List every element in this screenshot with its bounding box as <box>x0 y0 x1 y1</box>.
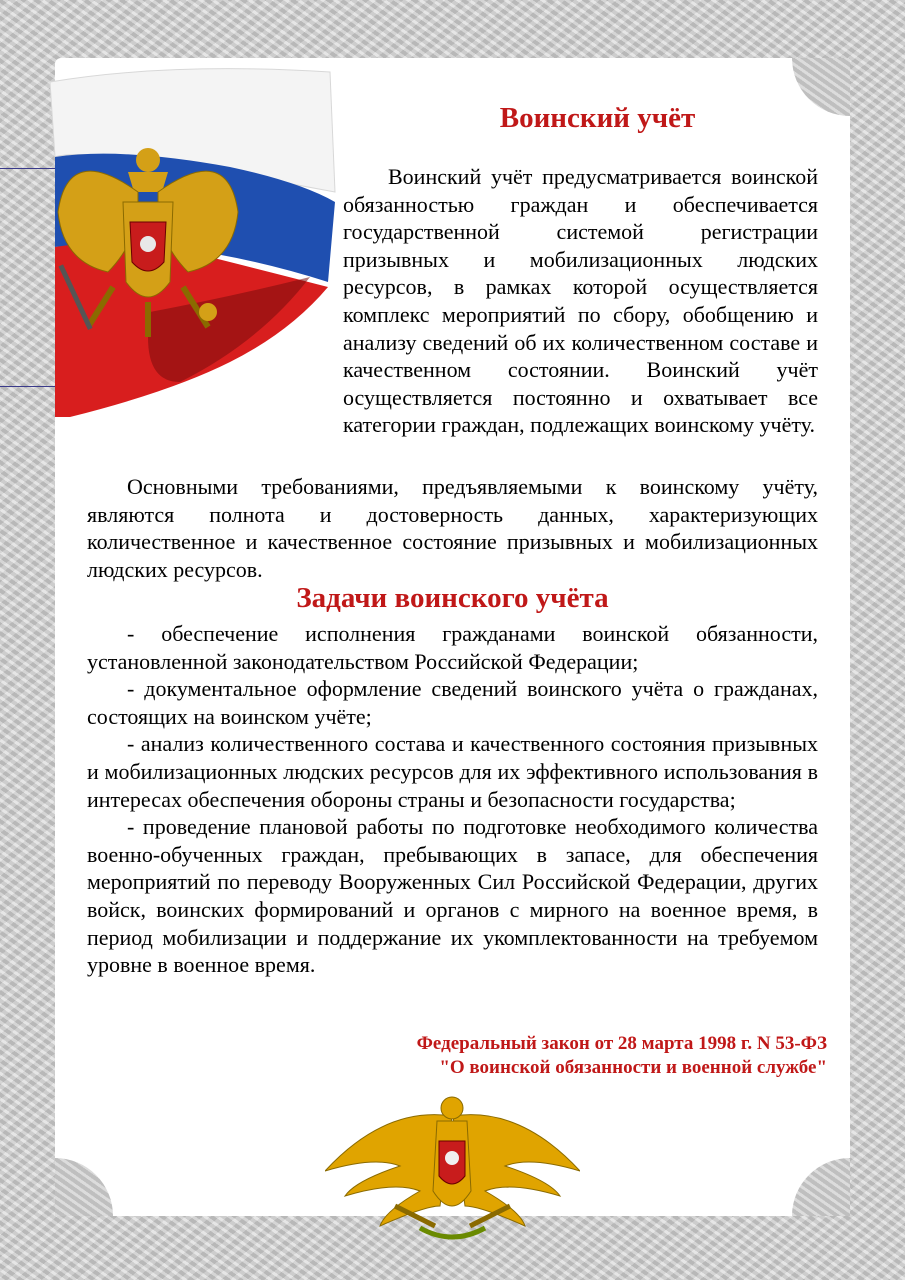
tasks-heading: Задачи воинского учёта <box>296 582 609 614</box>
tasks-list <box>87 620 818 979</box>
list-item: - проведение плановой работы по подготовке необходимого количества военно-обученных граждан, пребывающих в запасе, для обеспечения мероприятий по переводу Вооруженных Сил Российской Федерации, других войск, воинских формирований и органов с мирного на военное время, в период мобилизации и поддержание их укомплектованности на требуемом уровне в военное время. <box>87 814 818 978</box>
requirements-paragraph: Основными требованиями, предъявляемыми к воинскому учёту, являются полнота и достоверность данных, характеризующих количественное и качественное состояние призывных и мобилизационных людских ресурсов. <box>87 474 818 582</box>
law-line-1: Федеральный закон от 28 марта 1998 г. N 53-ФЗ <box>416 1033 827 1054</box>
law-reference <box>300 1032 827 1080</box>
list-item: - документальное оформление сведений воинского учёта о гражданах, состоящих на воинском учёте; <box>87 676 818 729</box>
list-item: - анализ количественного состава и качественного состояния призывных и мобилизационных людских ресурсов для их эффективного использования в интересах обеспечения обороны страны и безопасности государства; <box>87 731 818 812</box>
law-line-2: "О воинской обязанности и военной службе" <box>439 1057 827 1078</box>
page-title: Воинский учёт <box>499 102 696 134</box>
list-item: - обеспечение исполнения гражданами воинской обязанности, установленной законодательством Российской Федерации; <box>87 621 818 674</box>
russian-flag-with-coat-of-arms-icon <box>30 62 340 422</box>
intro-paragraph: Воинский учёт предусматривается воинской обязанностью граждан и обеспечивается государственной системой регистрации призывных и мобилизационных людских ресурсов, в рамках которой осуществляется комплекс мероприятий по сбору, обобщению и анализу сведений об их количественном составе и качественном состоянии. Воинский учёт осуществляется постоянно и охватывает все категории граждан, подлежащих воинскому учёту. <box>343 164 818 438</box>
armed-forces-emblem-icon <box>325 1096 580 1246</box>
